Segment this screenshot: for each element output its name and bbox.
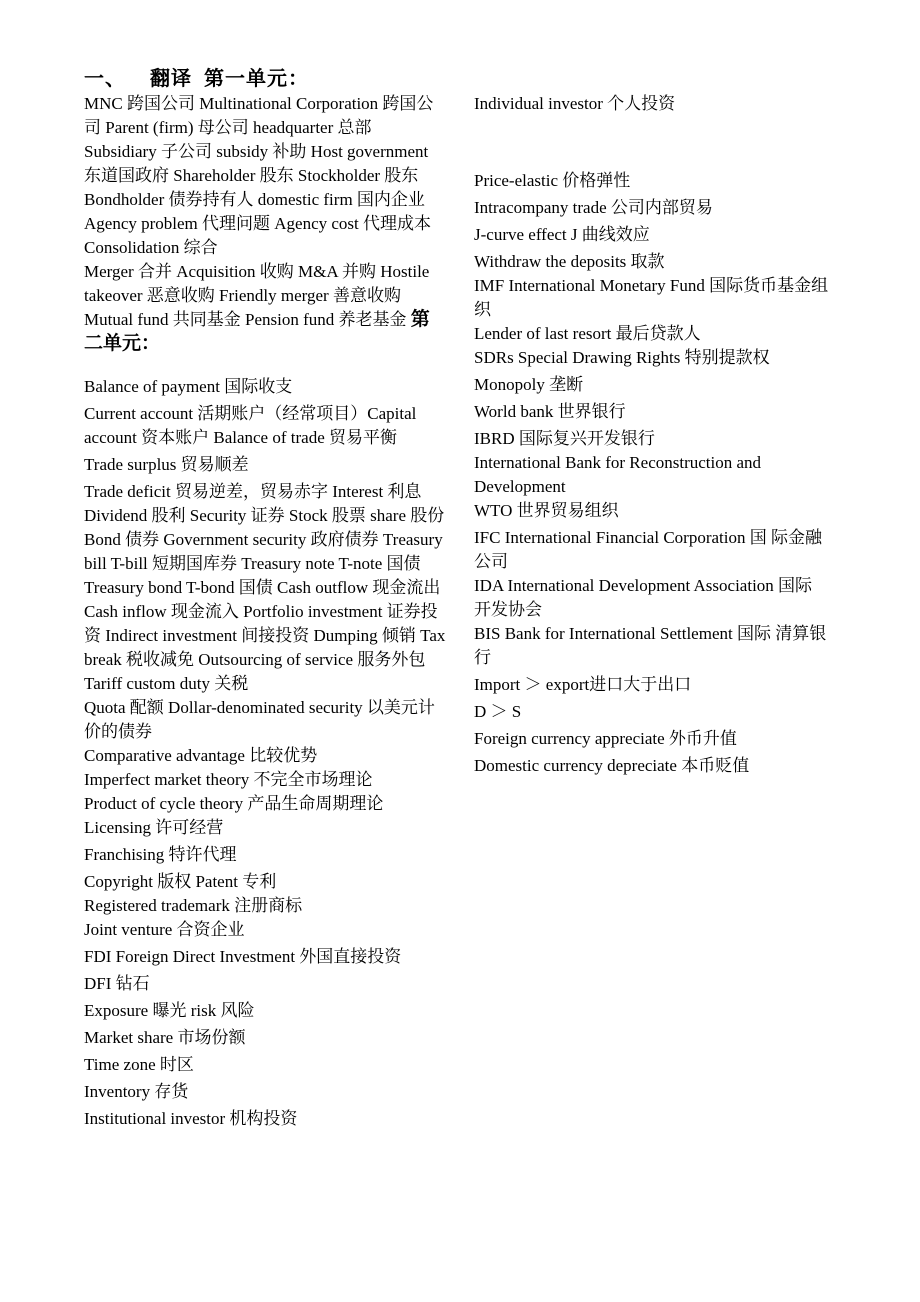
term-line: Withdraw the deposits 取款 xyxy=(474,252,665,271)
unit1-terms-block-2 xyxy=(84,260,446,356)
term-line: Individual investor 个人投资 xyxy=(474,94,676,113)
term-line: Price-elastic 价格弹性 xyxy=(474,171,631,190)
term-line: Franchising 特许代理 xyxy=(84,845,237,864)
term-line: Licensing 许可经营 xyxy=(84,818,224,837)
left-column xyxy=(84,92,446,1131)
term-line: Product of cycle theory 产品生命周期理论 xyxy=(84,794,384,813)
term-line: IDA International Development Association 国际开发协会 xyxy=(474,576,813,619)
paragraph xyxy=(474,116,829,166)
term-line: Import ＞ export进口大于出口 xyxy=(474,675,692,694)
page-title: 一、 翻译 第一单元： xyxy=(84,68,309,90)
term-paragraph: Trade deficit 贸易逆差，贸易赤字 Interest 利息 Dividend 股利 Security 证券 Stock 股票 share 股份 Bond 债券 Government security 政府债券 Treasury bill T-bill 短期国库券 Treasury note T-note 国债 Treasury bond T-bond 国债 Cash outflow 现金流出 Cash inflow 现金流入 Portfolio investment 证券投资 Indirect investment 间接投资 Dumping 倾销 Tax break 税收减免 Outsourcing of service 服务外包 Tariff custom duty 关税 xyxy=(84,482,446,693)
term-line: Comparative advantage 比较优势 xyxy=(84,746,318,765)
term-line: Institutional investor 机构投资 xyxy=(84,1109,298,1128)
term-line: Market share 市场份额 xyxy=(84,1028,246,1047)
term-line: Trade surplus 贸易顺差 xyxy=(84,455,249,474)
term-line: Domestic currency depreciate 本币贬值 xyxy=(474,756,750,775)
term-line: Intracompany trade 公司内部贸易 xyxy=(474,198,713,217)
term-line: DFI 钻石 xyxy=(84,974,150,993)
term-line: WTO 世界贸易组织 xyxy=(474,501,619,520)
term-paragraph: Quota 配额 Dollar-denominated security 以美元计价的债券 xyxy=(84,698,435,741)
term-line: Registered trademark 注册商标 xyxy=(84,896,303,915)
term-line: Copyright 版权 Patent 专利 xyxy=(84,872,277,891)
term-line: World bank 世界银行 xyxy=(474,402,626,421)
unit1-terms-block: MNC 跨国公司 Multinational Corporation 跨国公司 Parent (firm) 母公司 headquarter 总部 Subsidiary 子公司 subsidy 补助 Host government 东道国政府 Shareholder 股东 Stockholder 股东 Bondholder 债券持有人 domestic firm 国内企业 Agency problem 代理问题 Agency cost 代理成本 Consolidation 综合 xyxy=(84,94,434,257)
term-line: SDRs Special Drawing Rights 特别提款权 xyxy=(474,348,770,367)
term-line: Inventory 存货 xyxy=(84,1082,189,1101)
term-line: Balance of payment 国际收支 xyxy=(84,377,293,396)
term-line: Lender of last resort 最后贷款人 xyxy=(474,324,701,343)
text-run: Merger 合并 Acquisition 收购 M&A 并购 Hostile takeover 恶意收购 Friendly merger 善意收购 Mutual fund 共同基金 Pension fund 养老基金 xyxy=(84,262,430,329)
term-line: D ＞ S xyxy=(474,702,522,721)
term-line: Joint venture 合资企业 xyxy=(84,920,245,939)
term-line: Foreign currency appreciate 外币升值 xyxy=(474,729,737,748)
term-line: Imperfect market theory 不完全市场理论 xyxy=(84,770,373,789)
term-line: International Bank for Reconstruction and Development xyxy=(474,453,762,496)
term-line: Monopoly 垄断 xyxy=(474,375,584,394)
term-line: IFC International Financial Corporation 国 际金融公司 xyxy=(474,528,822,571)
term-line: IMF International Monetary Fund 国际货币基金组织 xyxy=(474,276,829,319)
term-line: J-curve effect J 曲线效应 xyxy=(474,225,650,244)
right-column xyxy=(474,92,829,778)
term-line: BIS Bank for International Settlement 国际 清算银行 xyxy=(474,624,827,667)
paragraph xyxy=(84,356,446,372)
term-paragraph: Current account 活期账户（经常项目）Capital account 资本账户 Balance of trade 贸易平衡 xyxy=(84,404,417,447)
unit2-heading: 第二单元： xyxy=(84,309,430,354)
term-line: FDI Foreign Direct Investment 外国直接投资 xyxy=(84,947,402,966)
term-line: Time zone 时区 xyxy=(84,1055,194,1074)
term-line: Exposure 曝光 risk 风险 xyxy=(84,1001,255,1020)
term-line: IBRD 国际复兴开发银行 xyxy=(474,429,655,448)
